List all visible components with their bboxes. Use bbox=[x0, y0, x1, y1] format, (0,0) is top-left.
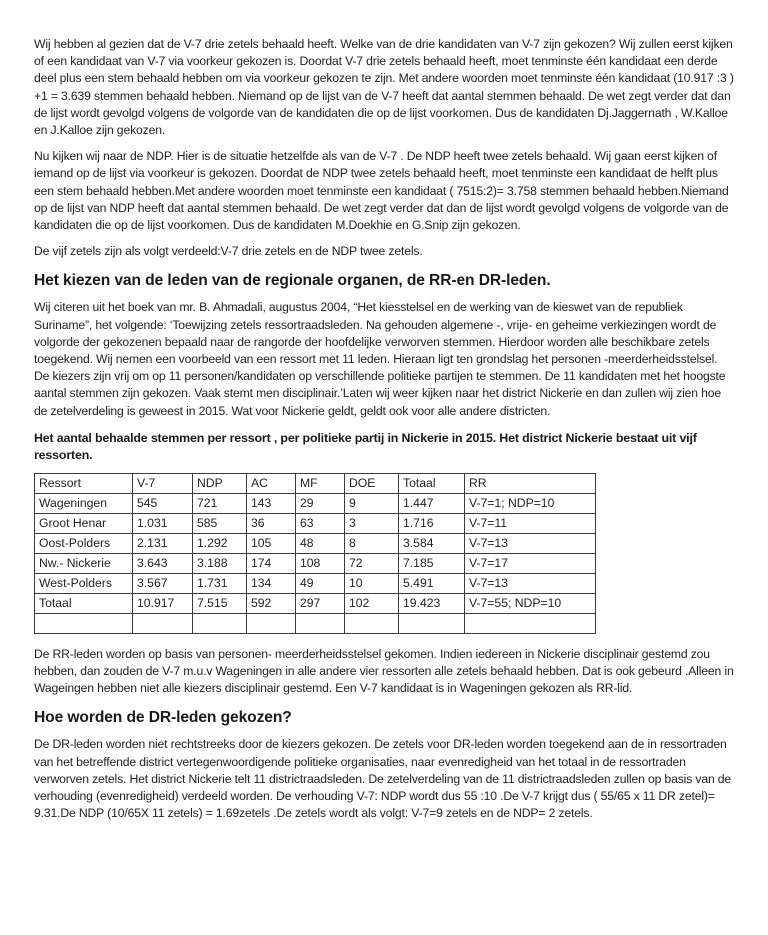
table-cell: 5.491 bbox=[399, 573, 465, 593]
table-cell: 721 bbox=[193, 493, 247, 513]
table-cell: 545 bbox=[133, 493, 193, 513]
table-cell: V-7=17 bbox=[465, 553, 596, 573]
table-row-empty bbox=[35, 613, 596, 633]
table-cell: Nw.- Nickerie bbox=[35, 553, 133, 573]
header-cell-doe: DOE bbox=[345, 473, 399, 493]
header-cell-ndp: NDP bbox=[193, 473, 247, 493]
header-cell-mf: MF bbox=[296, 473, 345, 493]
table-cell bbox=[465, 613, 596, 633]
header-cell-totaal: Totaal bbox=[399, 473, 465, 493]
votes-per-resort-table bbox=[34, 473, 596, 634]
header-cell-ac: AC bbox=[247, 473, 296, 493]
table-cell: 143 bbox=[247, 493, 296, 513]
table-cell: 3 bbox=[345, 513, 399, 533]
table-row bbox=[35, 513, 596, 533]
table-row-total bbox=[35, 593, 596, 613]
table-cell: 10.917 bbox=[133, 593, 193, 613]
table-cell: 1.716 bbox=[399, 513, 465, 533]
table-cell: 3.188 bbox=[193, 553, 247, 573]
table-cell: 49 bbox=[296, 573, 345, 593]
table-cell: 7.185 bbox=[399, 553, 465, 573]
table-cell: Wageningen bbox=[35, 493, 133, 513]
table-cell: 1.447 bbox=[399, 493, 465, 513]
paragraph-dr-members: De DR-leden worden niet rechtstreeks door de kiezers gekozen. De zetels voor DR-leden worden toegekend aan de in ressortraden van het betreffende district vertegenwoordigende politieke organisaties, naar evenredigheid van het totaal in de ressortraden verworven zetels. Het district Nickerie telt 11 districtraadsleden. De zetelverdeling van de 11 districtraadsleden zullen op basis van de verhouding (evenredigheid) verdeeld worden. De verhouding V-7: NDP wordt dus 55 :10 .De V-7 krijgt dus ( 55/65 x 11 DR zetel)= 9.31.De NDP (10/65X 11 zetels) = 1.69zetels .De zetels wordt als volgt: V-7=9 zetels en de NDP= 2 zetels. bbox=[34, 737, 732, 821]
table-cell bbox=[345, 613, 399, 633]
table-cell bbox=[296, 613, 345, 633]
table-cell: 2.131 bbox=[133, 533, 193, 553]
table-cell: 1.292 bbox=[193, 533, 247, 553]
table-row bbox=[35, 493, 596, 513]
table-cell: 585 bbox=[193, 513, 247, 533]
table-cell: Groot Henar bbox=[35, 513, 133, 533]
heading-dr-members: Hoe worden de DR-leden gekozen? bbox=[34, 709, 292, 727]
table-caption: Het aantal behaalde stemmen per ressort , per politieke partij in Nickerie in 2015. Het district Nickerie bestaat uit vijf ressorten. bbox=[34, 430, 697, 462]
table-cell: 7.515 bbox=[193, 593, 247, 613]
table-cell: 10 bbox=[345, 573, 399, 593]
paragraph-seat-summary: De vijf zetels zijn als volgt verdeeld:V-7 drie zetels en de NDP twee zetels. bbox=[34, 244, 423, 259]
table-cell: West-Polders bbox=[35, 573, 133, 593]
document-page bbox=[34, 36, 734, 822]
table-cell: 3.584 bbox=[399, 533, 465, 553]
paragraph-v7-seats: Wij hebben al gezien dat de V-7 drie zetels behaald heeft. Welke van de drie kandidaten van V-7 zijn gekozen? Wij zullen eerst kijken of een kandidaat van V-7 via voorkeur gekozen is. Doordat V-7 drie zetels behaald heeft, moet tenminste één kandidaat een derde deel plus een stem behaald hebben om via voorkeur gekozen te zijn. Met andere woorden moet tenminste één kandidaat (10.917 :3 ) +1 = 3.639 stemmen behaald hebben. Niemand op de lijst van de V-7 heeft dat aantal stemmen behaald. De wet zegt verder dat dan de lijst wordt gevolgd volgens de volgorde van de kandidaten die op de lijst voorkomen. Dus de kandidaten Dj.Jaggernath , W.Kalloe en J.Kalloe zijn gekozen. bbox=[34, 37, 734, 138]
table-row bbox=[35, 573, 596, 593]
table-cell: 63 bbox=[296, 513, 345, 533]
table-cell: V-7=55; NDP=10 bbox=[465, 593, 596, 613]
table-cell bbox=[35, 613, 133, 633]
table-cell: 105 bbox=[247, 533, 296, 553]
header-cell-ressort: Ressort bbox=[35, 473, 133, 493]
table-cell bbox=[399, 613, 465, 633]
table-cell bbox=[193, 613, 247, 633]
table-cell: Oost-Polders bbox=[35, 533, 133, 553]
table-row bbox=[35, 553, 596, 573]
table-cell: 297 bbox=[296, 593, 345, 613]
table-cell: Totaal bbox=[35, 593, 133, 613]
table-cell: 36 bbox=[247, 513, 296, 533]
table-cell: 29 bbox=[296, 493, 345, 513]
table-cell: 72 bbox=[345, 553, 399, 573]
table-cell: 3.567 bbox=[133, 573, 193, 593]
table-cell: 8 bbox=[345, 533, 399, 553]
table-cell: V-7=11 bbox=[465, 513, 596, 533]
table-cell: V-7=13 bbox=[465, 533, 596, 553]
table-cell: V-7=13 bbox=[465, 573, 596, 593]
table-cell: 134 bbox=[247, 573, 296, 593]
header-cell-rr: RR bbox=[465, 473, 596, 493]
heading-regional-organs: Het kiezen van de leden van de regionale organen, de RR-en DR-leden. bbox=[34, 272, 551, 290]
table-cell bbox=[133, 613, 193, 633]
paragraph-ndp-seats: Nu kijken wij naar de NDP. Hier is de situatie hetzelfde als van de V-7 . De NDP heeft twee zetels behaald. Wij gaan eerst kijken of iemand op de lijst via voorkeur is gekozen. Doordat de NDP twee zetels behaald heeft, moet tenminste een kandidaat de helft plus een stem behaald hebben.Met andere woorden moet tenminste een kandidaat ( 7515:2)= 3.758 stemmen behaald hebben.Niemand op de lijst van NDP heeft dat aantal stemmen behaald. De wet zegt verder dat dan de lijst wordt gevolgd volgens de volgorde van de kandidaten die op de lijst voorkomen. Dus de kandidaten M.Doekhie en G.Snip zijn gekozen. bbox=[34, 149, 729, 233]
header-cell-v7: V-7 bbox=[133, 473, 193, 493]
table-cell: 174 bbox=[247, 553, 296, 573]
table-cell bbox=[247, 613, 296, 633]
table-cell: 9 bbox=[345, 493, 399, 513]
table-cell: 3.643 bbox=[133, 553, 193, 573]
paragraph-ahmadali-quote: Wij citeren uit het boek van mr. B. Ahmadali, augustus 2004, “Het kiesstelsel en de werking van de kieswet van de republiek Suriname”, het volgende: ‘Toewijzing zetels ressortraadsleden. Na gehouden algemene -, vrije- en geheime verkiezingen wordt de volgorde der gekozenen bepaald naar de rangorde der hoofdelijke verworven stemmen. Hierdoor worden alle beschikbare zetels toegekend. Wij nemen een voorbeeld van een ressort met 11 leden. Hieraan ligt ten grondslag het personen -meerderheidsstelsel. De kiezers zijn vrij om op 11 personen/kandidaten op verschillende politieke partijen te stemmen. De 11 kandidaten met het hoogste aantal stemmen zijn gekozen. Vaak stemt men disciplinair.’Laten wij weer kijken naar het district Nickerie en dan zullen wij zien hoe de zetelverdeling is geweest in 2015. Wat voor Nickerie geldt, geldt ook voor alle andere districten. bbox=[34, 300, 726, 418]
table-header-row bbox=[35, 473, 596, 493]
table-cell: 108 bbox=[296, 553, 345, 573]
paragraph-rr-members: De RR-leden worden op basis van personen- meerderheidsstelsel gekomen. Indien iedereen in Nickerie disciplinair gestemd zou hebben, dan zouden de V-7 m.u.v Wageningen in alle andere vier ressorten alle zetels behaald hebben. Dat is ook gebeurd .Alleen in Wageingen hebben niet alle kiezers disciplinair gestemd. Een V-7 kandidaat is in Wageningen gekozen als RR-lid. bbox=[34, 646, 734, 696]
table-cell: V-7=1; NDP=10 bbox=[465, 493, 596, 513]
table-row bbox=[35, 533, 596, 553]
table-cell: 102 bbox=[345, 593, 399, 613]
table-cell: 19.423 bbox=[399, 593, 465, 613]
table-cell: 48 bbox=[296, 533, 345, 553]
table-cell: 592 bbox=[247, 593, 296, 613]
table-cell: 1.031 bbox=[133, 513, 193, 533]
table-cell: 1.731 bbox=[193, 573, 247, 593]
